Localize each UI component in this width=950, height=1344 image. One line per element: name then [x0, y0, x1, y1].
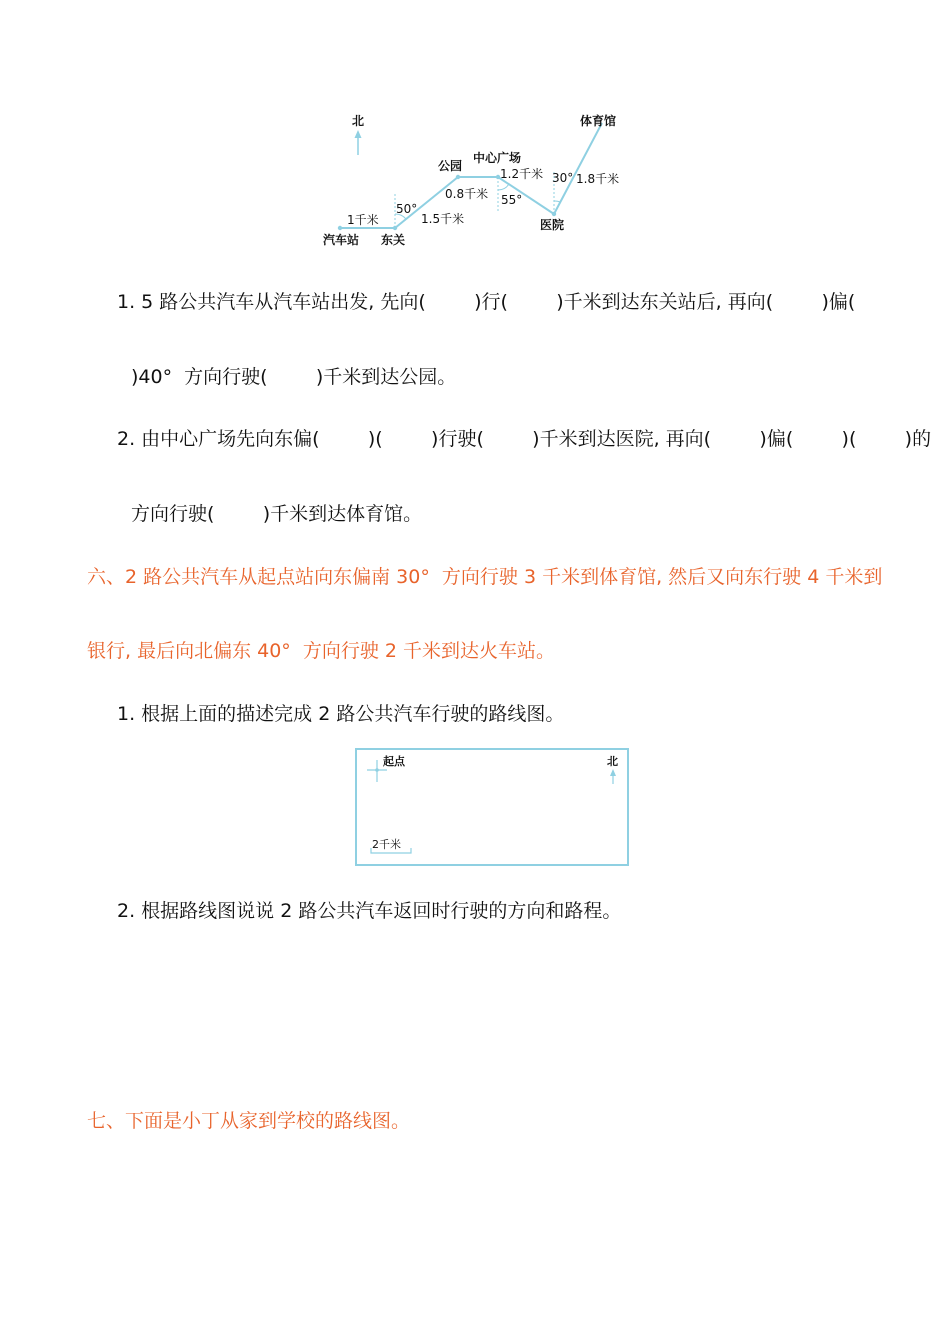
north-arrowhead-icon [355, 130, 362, 138]
q1-line2: )40° 方向行驶( )千米到达公园。 [131, 366, 457, 388]
distance-4: 1.2千米 [500, 167, 544, 181]
distance-5: 1.8千米 [576, 172, 620, 186]
route-drawing-box[interactable] [355, 748, 629, 866]
label-center-square: 中心广场 [473, 151, 522, 165]
route-diagram [300, 100, 660, 260]
north-arrowhead-icon-2 [610, 769, 616, 776]
route-drawing-canvas [357, 750, 627, 864]
label-hospital: 医院 [540, 218, 565, 232]
label-gym: 体育馆 [580, 114, 617, 128]
section7-title: 七、下面是小丁从家到学校的路线图。 [87, 1110, 411, 1132]
distance-2: 1.5千米 [421, 212, 465, 226]
section6-title-line1: 六、2 路公共汽车从起点站向东偏南 30° 方向行驶 3 千米到体育馆, 然后又向东行驶 4 千米到 [87, 566, 883, 588]
angle-arc-55 [498, 184, 509, 190]
angle-arc-30 [554, 201, 560, 202]
start-label: 起点 [383, 755, 405, 768]
distance-1: 1千米 [347, 213, 379, 227]
angle-50: 50° [396, 202, 418, 216]
station-dot-bus [338, 226, 342, 230]
q2-line1: 2. 由中心广场先向东偏( )( )行驶( )千米到达医院, 再向( )偏( )( )的 [117, 428, 932, 450]
station-dot-park [456, 175, 460, 179]
angle-55: 55° [501, 193, 523, 207]
section6-title-line2: 银行, 最后向北偏东 40° 方向行驶 2 千米到达火车站。 [87, 640, 556, 662]
label-dongguan: 东关 [381, 233, 406, 247]
start-point-dot [375, 768, 379, 772]
q1-line1: 1. 5 路公共汽车从汽车站出发, 先向( )行( )千米到达东关站后, 再向( )偏( [117, 291, 856, 313]
scale-label: 2千米 [372, 838, 401, 851]
q2-line2: 方向行驶( )千米到达体育馆。 [131, 503, 423, 525]
distance-3: 0.8千米 [445, 187, 489, 201]
section6-q2: 2. 根据路线图说说 2 路公共汽车返回时行驶的方向和路程。 [117, 900, 622, 922]
north-label: 北 [352, 114, 365, 128]
label-park: 公园 [438, 159, 463, 173]
label-bus-station: 汽车站 [323, 233, 360, 247]
north-label-2: 北 [607, 755, 618, 768]
section6-q1: 1. 根据上面的描述完成 2 路公共汽车行驶的路线图。 [117, 703, 565, 725]
angle-30: 30° [552, 171, 574, 185]
